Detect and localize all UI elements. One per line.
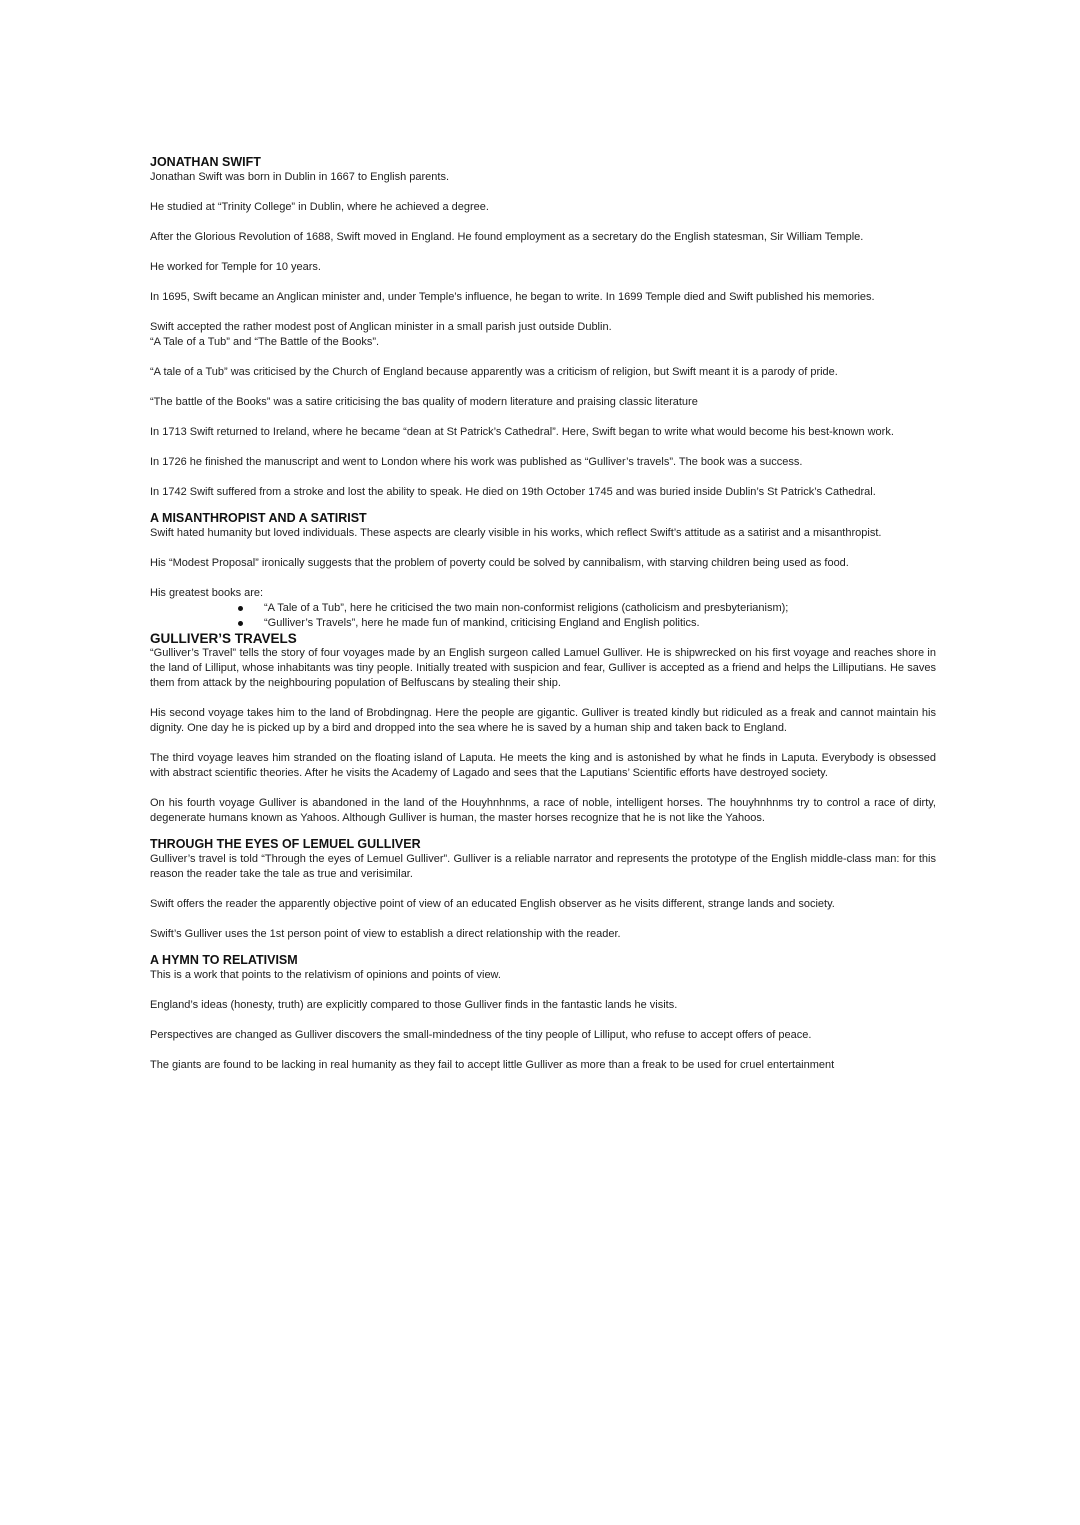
paragraph: In 1742 Swift suffered from a stroke and lost the ability to speak. He died on 19th October 1745 and was buried inside Dublin’s St Patrick’s Cathedral. xyxy=(150,486,876,498)
paragraph: His “Modest Proposal” ironically suggests that the problem of poverty could be solved by cannibalism, with starving children being used as food. xyxy=(150,557,849,569)
paragraph: His greatest books are: xyxy=(150,587,264,599)
section-hymn-to-relativism xyxy=(150,953,936,1073)
paragraph: In 1726 he finished the manuscript and went to London where his work was published as “Gulliver’s travels”. The book was a success. xyxy=(150,456,803,468)
paragraph: Swift’s Gulliver uses the 1st person point of view to establish a direct relationship with the reader. xyxy=(150,928,621,940)
paragraph: Jonathan Swift was born in Dublin in 1667 to English parents. xyxy=(150,171,450,183)
list-item xyxy=(264,616,936,631)
list-item-text: “A Tale of a Tub”, here he criticised the two main non-conformist religions (catholicism and presbyterianism); xyxy=(264,602,789,614)
paragraph: Swift accepted the rather modest post of Anglican minister in a small parish just outside Dublin. xyxy=(150,321,612,333)
paragraph: “The battle of the Books” was a satire criticising the bas quality of modern literature and praising classic literature xyxy=(150,396,698,408)
section-title: JONATHAN SWIFT xyxy=(150,155,261,169)
section-title: A HYMN TO RELATIVISM xyxy=(150,953,298,967)
paragraph: Gulliver’s travel is told “Through the eyes of Lemuel Gulliver”. Gulliver is a reliable narrator and represents the prototype of the English middle-class man: for this reason the reader take the tale as true and verisimilar. xyxy=(150,853,936,880)
document-page xyxy=(150,155,936,1073)
paragraph: In 1695, Swift became an Anglican minister and, under Temple’s influence, he began to write. In 1699 Temple died and Swift published his memories. xyxy=(150,291,875,303)
paragraph: “A tale of a Tub” was criticised by the Church of England because apparently was a criticism of religion, but Swift meant it is a parody of pride. xyxy=(150,366,838,378)
paragraph: The giants are found to be lacking in real humanity as they fail to accept little Gulliver as more than a freak to be used for cruel entertainment xyxy=(150,1059,835,1071)
paragraph: “A Tale of a Tub” and “The Battle of the Books”. xyxy=(150,336,380,348)
bullet-icon xyxy=(238,621,243,626)
paragraph: Perspectives are changed as Gulliver discovers the small-mindedness of the tiny people of Lilliput, who refuse to accept offers of peace. xyxy=(150,1029,812,1041)
section-title: THROUGH THE EYES OF LEMUEL GULLIVER xyxy=(150,837,421,851)
list-item-text: “Gulliver’s Travels”, here he made fun of mankind, criticising England and English politics. xyxy=(264,617,700,629)
section-gullivers-travels xyxy=(150,631,936,826)
bullet-icon xyxy=(238,606,243,611)
paragraph: The third voyage leaves him stranded on the floating island of Laputa. He meets the king and is astonished by what he finds in Laputa. Everybody is obsessed with abstract scientific theories. After he visits the Academy of Lagado and sees that the Laputians’ Scientific efforts have destroyed society. xyxy=(150,752,936,779)
paragraph: “Gulliver’s Travel” tells the story of four voyages made by an English surgeon called Lamuel Gulliver. He is shipwrecked on his first voyage and reaches shore in the land of Lilliput, whose inhabitants was tiny people. Initially treated with suspicion and fear, Gulliver is accepted as a friend and helps the Lilliputians. He saves them from attack by the neighbouring population of Belfuscans by stealing their ship. xyxy=(150,647,936,689)
section-through-the-eyes xyxy=(150,837,936,942)
section-title: GULLIVER’S TRAVELS xyxy=(150,631,297,646)
paragraph: On his fourth voyage Gulliver is abandoned in the land of the Houyhnhnms, a race of noble, intelligent horses. The houyhnhnms try to control a race of dirty, degenerate humans known as Yahoos. Although Gulliver is human, the master horses recognize that he is not like the Yahoos. xyxy=(150,797,936,824)
paragraph: He worked for Temple for 10 years. xyxy=(150,261,321,273)
paragraph: Swift hated humanity but loved individuals. These aspects are clearly visible in his works, which reflect Swift’s attitude as a satirist and a misanthropist. xyxy=(150,527,882,539)
paragraph: England’s ideas (honesty, truth) are explicitly compared to those Gulliver finds in the fantastic lands he visits. xyxy=(150,999,678,1011)
paragraph: Swift offers the reader the apparently objective point of view of an educated English observer as he visits different, strange lands and society. xyxy=(150,898,835,910)
section-jonathan-swift xyxy=(150,155,936,500)
bullet-list xyxy=(150,601,936,631)
paragraph: He studied at “Trinity College” in Dublin, where he achieved a degree. xyxy=(150,201,489,213)
section-title: A MISANTHROPIST AND A SATIRIST xyxy=(150,511,367,525)
paragraph: His second voyage takes him to the land of Brobdingnag. Here the people are gigantic. Gulliver is treated kindly but ridiculed as a freak and cannot maintain his dignity. One day he is picked up by a bird and dropped into the sea where he is saved by a human ship and taken back to England. xyxy=(150,707,936,734)
paragraph: After the Glorious Revolution of 1688, Swift moved in England. He found employment as a secretary do the English statesman, Sir William Temple. xyxy=(150,231,864,243)
section-misanthropist-satirist xyxy=(150,511,936,631)
paragraph: In 1713 Swift returned to Ireland, where he became “dean at St Patrick’s Cathedral”. Here, Swift began to write what would become his best-known work. xyxy=(150,426,894,438)
list-item xyxy=(264,601,936,616)
paragraph: This is a work that points to the relativism of opinions and points of view. xyxy=(150,969,501,981)
